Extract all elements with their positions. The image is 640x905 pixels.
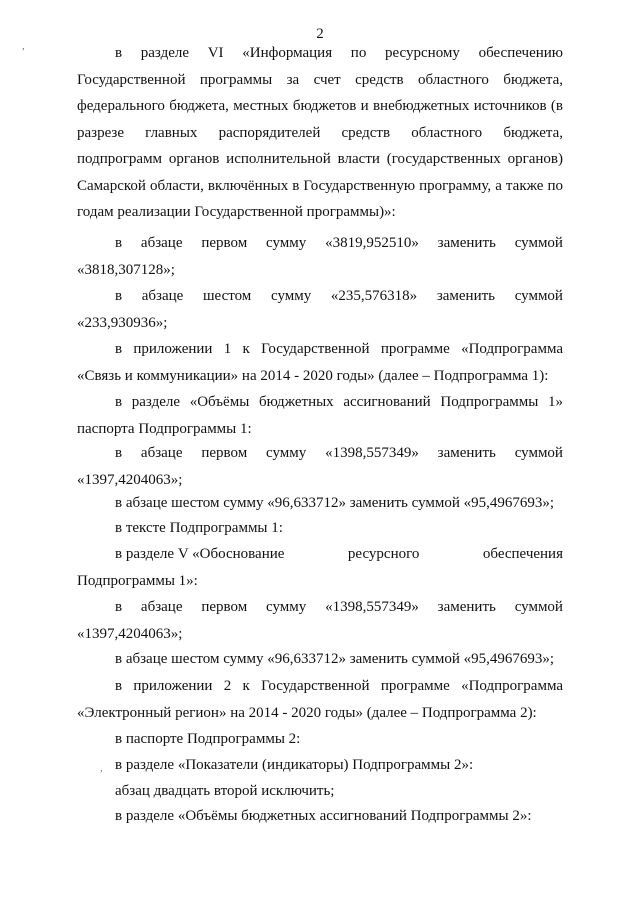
- paragraph-first-sum-words: [77, 230, 563, 257]
- paragraph-passport-1: в разделе «Объёмы бюджетных ассигнований Подпрограммы 1» паспорта Подпрограммы 1:: [77, 394, 563, 437]
- word: «235,576318»: [330, 288, 418, 304]
- word: первом: [201, 445, 248, 461]
- paragraph-sub1-first-sum: [77, 440, 563, 493]
- paragraph-sub1-first-sum-words: [77, 440, 563, 467]
- word: первом: [201, 235, 248, 251]
- paragraph-section-v: [77, 541, 563, 594]
- paragraph-section-v-words: [77, 541, 563, 568]
- paragraph-exclude: абзац двадцать второй исключить;: [115, 783, 335, 799]
- paragraph-first-sum-tail: «3818,307128»;: [77, 261, 175, 278]
- word: ресурсного: [347, 546, 420, 562]
- paragraph-indicators: в разделе «Показатели (индикаторы) Подпрограммы 2»:: [115, 757, 474, 773]
- word: заменить: [437, 235, 496, 251]
- paragraph-budget-2: в разделе «Объёмы бюджетных ассигнований Подпрограммы 2»:: [115, 808, 532, 824]
- paragraph-sixth-sum-words: [77, 283, 563, 310]
- word: абзаце: [140, 445, 183, 461]
- word: суммой: [514, 235, 563, 251]
- word: суммой: [514, 599, 563, 615]
- word: «1398,557349»: [325, 599, 419, 615]
- word: суммой: [514, 288, 563, 304]
- paragraph-sixth-sum-tail: «233,930936»;: [77, 314, 168, 331]
- paragraph-sub1-text-first-sum: [77, 594, 563, 647]
- paragraph-first-sum: [77, 230, 563, 283]
- word: «3819,952510»: [325, 235, 419, 251]
- scan-mark: ,: [100, 762, 103, 774]
- word: заменить: [436, 288, 496, 304]
- word: абзаце: [141, 288, 184, 304]
- paragraph-sub1-sixth-sum: в абзаце шестом сумму «96,633712» заменить суммой «95,4967693»;: [115, 495, 555, 511]
- paragraph-appendix-1: в приложении 1 к Государственной программе «Подпрограмма «Связь и коммуникации» на 2014 - 2020 годы» (далее – Подпрограмма 1):: [77, 341, 563, 384]
- paragraph-appendix-2: в приложении 2 к Государственной программе «Подпрограмма «Электронный регион» на 2014 - 2020 годы» (далее – Подпрограмма 2):: [77, 678, 563, 721]
- paragraph-sub1-text-sixth-sum: в абзаце шестом сумму «96,633712» заменить суммой «95,4967693»;: [115, 651, 555, 667]
- word: в: [115, 599, 123, 615]
- word: шестом: [203, 288, 252, 304]
- word: сумму: [266, 235, 307, 251]
- scan-mark: ,: [22, 40, 25, 52]
- word: «1398,557349»: [325, 445, 419, 461]
- paragraph-sixth-sum: [77, 283, 563, 336]
- word: заменить: [437, 599, 496, 615]
- word: сумму: [266, 599, 307, 615]
- paragraph-sub1-first-sum-tail: «1397,4204063»;: [77, 471, 183, 488]
- word: абзаце: [140, 235, 183, 251]
- word: обеспечения: [482, 546, 563, 562]
- paragraph-sub1-text-first-sum-words: [77, 594, 563, 621]
- word: заменить: [437, 445, 496, 461]
- word: суммой: [514, 445, 563, 461]
- paragraph-text-sub1: в тексте Подпрограммы 1:: [115, 520, 283, 536]
- word: в: [115, 288, 123, 304]
- word: сумму: [266, 445, 307, 461]
- paragraph-section-vi: в разделе VI «Информация по ресурсному обеспечению Государственной программы за счет средств областного бюджета, федерального бюджета, местных бюджетов и внебюджетных источников (в разрезе главных распорядителей средств областного бюджета, подпрограмм органов исполнительной власти (государственных органов) Самарской области, включённых в Государственную программу, а также по годам реализации Государственной программы)»:: [77, 45, 563, 220]
- paragraph-section-v-tail: Подпрограммы 1»:: [77, 572, 198, 589]
- paragraph-sub1-text-first-sum-tail: «1397,4204063»;: [77, 625, 183, 642]
- word: в: [115, 235, 123, 251]
- word: в разделе V «Обоснование: [115, 546, 285, 562]
- word: абзаце: [140, 599, 183, 615]
- word: первом: [201, 599, 248, 615]
- word: сумму: [270, 288, 312, 304]
- paragraph-passport-2: в паспорте Подпрограммы 2:: [115, 731, 301, 747]
- word: в: [115, 445, 123, 461]
- page-number: 2: [316, 26, 324, 42]
